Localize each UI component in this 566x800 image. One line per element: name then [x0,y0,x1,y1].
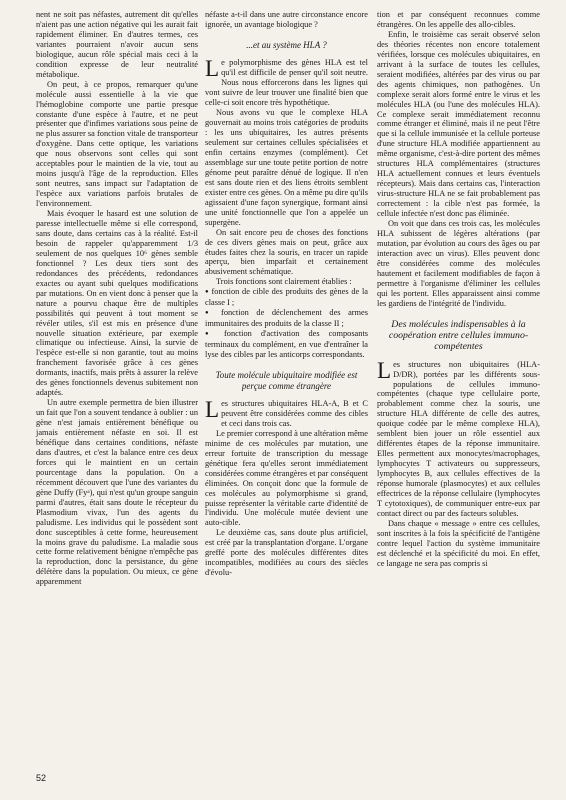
paragraph: Le deuxième cas, sans doute plus artificiel, est créé par la transplantation d'organe. L'organe greffé porte des molécules différentes dites incompatibles, modifiées au cours des siècles d'évolu- [205,528,368,578]
bullet-item: ● fonction d'activation des composants terminaux du complément, en vue d'entraîner la lyse des cibles par les anticorps correspondants. [205,329,368,360]
paragraph: On sait encore peu de choses des fonctions de ces divers gènes mais on peut, grâce aux études faites chez la souris, en tracer un rapide aperçu, bien imparfait et certainement abusivement schématique. [205,227,368,277]
column-middle [205,10,368,578]
drop-cap: L [377,357,392,383]
bullet-item: ● fonction de déclenchement des armes immunitaires des produits de la classe II ; [205,308,368,329]
paragraph-text: e polymorphisme des gènes HLA est tel qu'il est difficile de penser qu'il soit neutre. Nous nous efforcerons dans les lignes qui vont suivre de leur trouver une finalité bien que celle-ci soit encore très hypothétique. [205,58,368,108]
paragraph: Nous avons vu que le complexe HLA gouvernait au moins trois catégories de produits : les uns ubiquitaires, les autres présents seulement sur certaines cellules spécialisées et enfin certains enzymes (complément). Cet assemblage sur une toute petite portion de notre génome peut paraître dénué de logique. Il n'en est sans doute rien et des liens étroits semblent exister entre ces gènes. On a même pu dire qu'ils agissaient d'une façon synergique, formant ainsi une unité fonctionnelle que l'on a appelée un supergène. [205,108,368,227]
paragraph: tion et par conséquent reconnues comme étrangères. On les appelle des allo-cibles. [377,10,540,29]
paragraph: On voit que dans ces trois cas, les molécules HLA subissent de légères altérations (par mutation, par évolution au cours des âges ou par interaction avec un virus). Elles peuvent donc être considérées comme des molécules hautement et facilement modifiables de façon à permettre à l'organisme d'éliminer les cellules qui les portent. Elles apparaissent ainsi comme les gardiens de l'intégrité de l'individu. [377,219,540,308]
page-number: 52 [36,773,47,783]
paragraph: Mais évoquer le hasard est une solution de paresse intellectuelle même si elle correspond, sans doute, dans certains cas à la réalité. Est-il besoin de rappeler qu'apparemment 1/3 seulement de nos quelques 10⁶ gènes semble fonctionnel ? Les deux tiers sont des redondances des précédents, redondances exactes ou ayant subi quelques modifications par mutations. On en vient donc à penser que la nature a pourvu chaque être de multiples possibilités qui peuvent à tout moment se révéler utiles, s'il est mis en présence d'une nouvelle situation extérieure, par exemple climatique ou infectieuse. Ainsi, la survie de l'espèce est-elle si non garantie, tout au moins franchement favorisée grâce à ces gènes dormants, inactifs, mais prêts à assurer la relève des gènes fonctionnels devenus subitement non adaptés. [36,209,198,398]
paragraph: Trois fonctions sont clairement établies : [216,277,352,287]
paragraph: Un autre exemple permettra de bien illustrer un fait que l'on a souvent tendance à oublier : un gène n'est jamais entièrement bénéfique ou jamais entièrement néfaste en soi. Il est bénéfique dans certaines conditions, néfaste dans d'autres, et c'est la balance entre ces deux forces qui le maintient en un certain pourcentage dans la population. On a récemment découvert que l'une des variantes du gène Duffy (Fyᵃ), qui n'est qu'un groupe sanguin parmi d'autres, était sans doute le récepteur du Plasmodium vivax, l'un des agents du paludisme. Les individus qui le possèdent sont donc susceptibles à cette forme, heureusement la moins grave du paludisme. La maladie sous cette forme relativement bénigne n'empêche pas la reproduction, donc la persistance, du gène délétère dans la population. Ou mieux, ce gène apparemment [36,398,198,587]
paragraph: Dans chaque « message » entre ces cellules, sont inscrites à la fois la spécificité de l'antigène contre lequel l'action du système immunitaire est déclenché et la spécificité du moi. En effet, ce langage ne sera pas compris si [377,518,540,568]
paragraph-text: es structures non ubiquitaires (HLA-D/DR), portées par les différents sous-populations de cellules immuno-compétentes (chaque type cellulaire porte, probablement comme chez la souris, une structure HLA différente de celle des autres, quoique codée par le même complexe HLA), semblent bien jouer un rôle essentiel aux différentes étapes de la réponse immunitaire. Elles permettent aux monocytes/macrophages, lymphocytes T activateurs ou suppresseurs, lymphocytes B, aux cellules effectives de la réponse humorale (plasmocytes) et aux cellules effectrices de la réponse cellulaire (lymphocytes T cytotoxiques), de communiquer entre-eux par contact direct ou par des facteurs solubles. [377,359,540,518]
section-heading: Toute molécule ubiquitaire modifiée est perçue comme étrangère [215,370,358,391]
column-left [36,10,198,587]
paragraph [377,357,540,519]
section-heading: Des molécules indispensables à la coopération entre cellules immuno-compétentes [388,318,529,352]
paragraph: On peut, à ce propos, remarquer qu'une molécule aussi essentielle à la vie que l'hémoglobine comporte une partie presque constante d'une espèce à l'autre, et ne peut présenter que d'infimes variations sous peine de ne plus assurer sa fonction vitale de transporteur d'oxygène. Dans cette optique, les variations que nous observons sont celles qui sont acceptables pour le maintien de la vie, tout au moins jusqu'à l'âge de la reproduction. Elles sont neutres, sans impact sur l'adaptation de l'espèce aux variations parfois brutales de l'environnement. [36,79,198,209]
paragraph [205,58,368,108]
section-heading: ...et au système HLA ? [246,39,327,50]
drop-cap: L [205,56,220,82]
bullet-item: ● fonction de cible des produits des gènes de la classe I ; [205,287,368,308]
paragraph: néfaste a-t-il dans une autre circonstance encore ignorée, un avantage biologique ? [205,10,368,29]
paragraph: Enfin, le troisième cas serait observé selon des théories récentes non encore totalement vérifiées, lorsque ces molécules ubiquitaires, en arrivant à la surface de toutes les cellules, seraient modifiées, altérées par des virus ou par des agents chimiques, non pathogènes. Un complexe serait alors formé entre le virus et les molécules HLA (ou l'une des molécules HLA). Ce complexe serait immédiatement reconnu comme étranger et éliminé, mais il ne peut l'être que si la cellule immunisée et la cellule porteuse d'une structure HLA modifiée appartiennent au même organisme, c'est-à-dire portent des mêmes structures HLA complémentaires (structures HLA actuellement connues et leurs éventuels récepteurs). Mais dans certains cas, l'interaction virus-structure HLA ne se fait probablement pas correctement : la cible n'est pas formée, la cellule infectée n'est donc pas éliminée. [377,29,540,219]
paragraph: Le premier correspond à une altération même minime de ces molécules par mutation, une erreur fortuite de transcription du message génétique fera qu'elles seront immédiatement considérées comme étrangères et par conséquent éliminées. On conçoit donc que la formule de ces molécules au polymorphisme si grand, puisse représenter la véritable carte d'identité de l'individu. Une molécule mutée devient une auto-cible. [205,428,368,528]
drop-cap: L [205,397,220,422]
bullet-list [205,287,368,360]
paragraph [205,399,368,429]
paragraph: nent ne soit pas néfastes, autrement dit qu'elles n'aient pas une action négative qui les aurait fait rapidement éliminer. En d'autres termes, ces variantes pourraient n'avoir aucun sens biologique, aucun rôle spécial mais ceci à la condition expresse de leur neutralité métabolique. [36,10,198,79]
paragraph-text: es structures ubiquitaires HLA-A, B et C peuvent être considérées comme des cibles et ceci dans trois cas. [221,399,368,428]
column-right [377,10,540,569]
